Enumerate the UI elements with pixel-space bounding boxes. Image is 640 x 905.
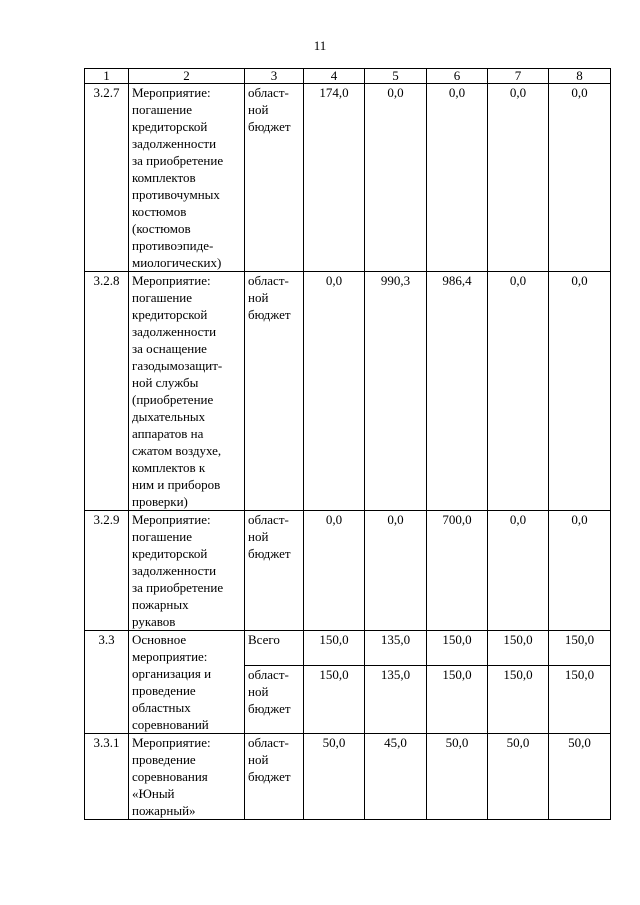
- value-cell: 0,0: [488, 511, 549, 631]
- table-row: [85, 631, 611, 666]
- header-row: [85, 69, 611, 84]
- value-cell: 150,0: [427, 631, 488, 666]
- funding-source: област- ной бюджет: [248, 735, 291, 784]
- row-number: 3.3: [85, 631, 129, 734]
- column-header: 1: [85, 69, 129, 84]
- value-cell: 150,0: [304, 665, 365, 734]
- measure-name: организация и проведение областных соревнований: [132, 666, 212, 732]
- page-number: 11: [313, 38, 327, 53]
- value-cell: 150,0: [549, 665, 611, 734]
- value-cell: 174,0: [304, 84, 365, 272]
- value-cell: 700,0: [427, 511, 488, 631]
- row-number: 3.2.9: [85, 511, 129, 631]
- value-cell: 0,0: [549, 511, 611, 631]
- value-cell: 0,0: [304, 272, 365, 511]
- budget-table: [84, 68, 611, 820]
- column-header: 5: [365, 69, 427, 84]
- value-cell: 990,3: [365, 272, 427, 511]
- value-cell: 50,0: [304, 734, 365, 820]
- value-cell: 0,0: [365, 84, 427, 272]
- funding-source: Всего: [248, 632, 280, 647]
- measure-name: Мероприятие: погашение кредиторской задолженности за приобретение комплектов противочумных костюмов (костюмов противоэпиде- миологических): [132, 85, 224, 270]
- table-row: [85, 734, 611, 820]
- value-cell: 45,0: [365, 734, 427, 820]
- measure-name: Основное мероприятие:: [132, 632, 208, 664]
- value-cell: 150,0: [488, 665, 549, 734]
- funding-source: област- ной бюджет: [248, 85, 291, 134]
- value-cell: 0,0: [488, 84, 549, 272]
- row-number: 3.2.7: [85, 84, 129, 272]
- column-header: 4: [304, 69, 365, 84]
- value-cell: 50,0: [488, 734, 549, 820]
- value-cell: 135,0: [365, 631, 427, 666]
- value-cell: 0,0: [549, 272, 611, 511]
- value-cell: 50,0: [427, 734, 488, 820]
- table-row: [85, 665, 611, 734]
- funding-source: област- ной бюджет: [248, 273, 291, 322]
- measure-name: Мероприятие: погашение кредиторской задолженности за оснащение газодымозащит- ной службы (приобретение дыхательных аппаратов на сжатом воздухе, комплектов к ним и приборов проверки): [132, 273, 223, 509]
- funding-source: област- ной бюджет: [248, 666, 291, 716]
- funding-source: област- ной бюджет: [248, 512, 291, 561]
- table-row: [85, 272, 611, 511]
- value-cell: 150,0: [549, 631, 611, 666]
- column-header: 7: [488, 69, 549, 84]
- value-cell: 0,0: [549, 84, 611, 272]
- column-header: 6: [427, 69, 488, 84]
- measure-name: Мероприятие: погашение кредиторской задолженности за приобретение пожарных рукавов: [132, 512, 224, 629]
- table-row: [85, 511, 611, 631]
- table-row: [85, 84, 611, 272]
- column-header: 8: [549, 69, 611, 84]
- row-number: 3.3.1: [85, 734, 129, 820]
- value-cell: 135,0: [365, 665, 427, 734]
- value-cell: 50,0: [549, 734, 611, 820]
- value-cell: 150,0: [427, 665, 488, 734]
- column-header: 2: [129, 69, 245, 84]
- value-cell: 0,0: [427, 84, 488, 272]
- value-cell: 0,0: [488, 272, 549, 511]
- column-header: 3: [245, 69, 304, 84]
- value-cell: 150,0: [488, 631, 549, 666]
- value-cell: 0,0: [365, 511, 427, 631]
- value-cell: 150,0: [304, 631, 365, 666]
- measure-name: Мероприятие: проведение соревнования «Юный пожарный»: [132, 735, 211, 818]
- value-cell: 0,0: [304, 511, 365, 631]
- value-cell: 986,4: [427, 272, 488, 511]
- row-number: 3.2.8: [85, 272, 129, 511]
